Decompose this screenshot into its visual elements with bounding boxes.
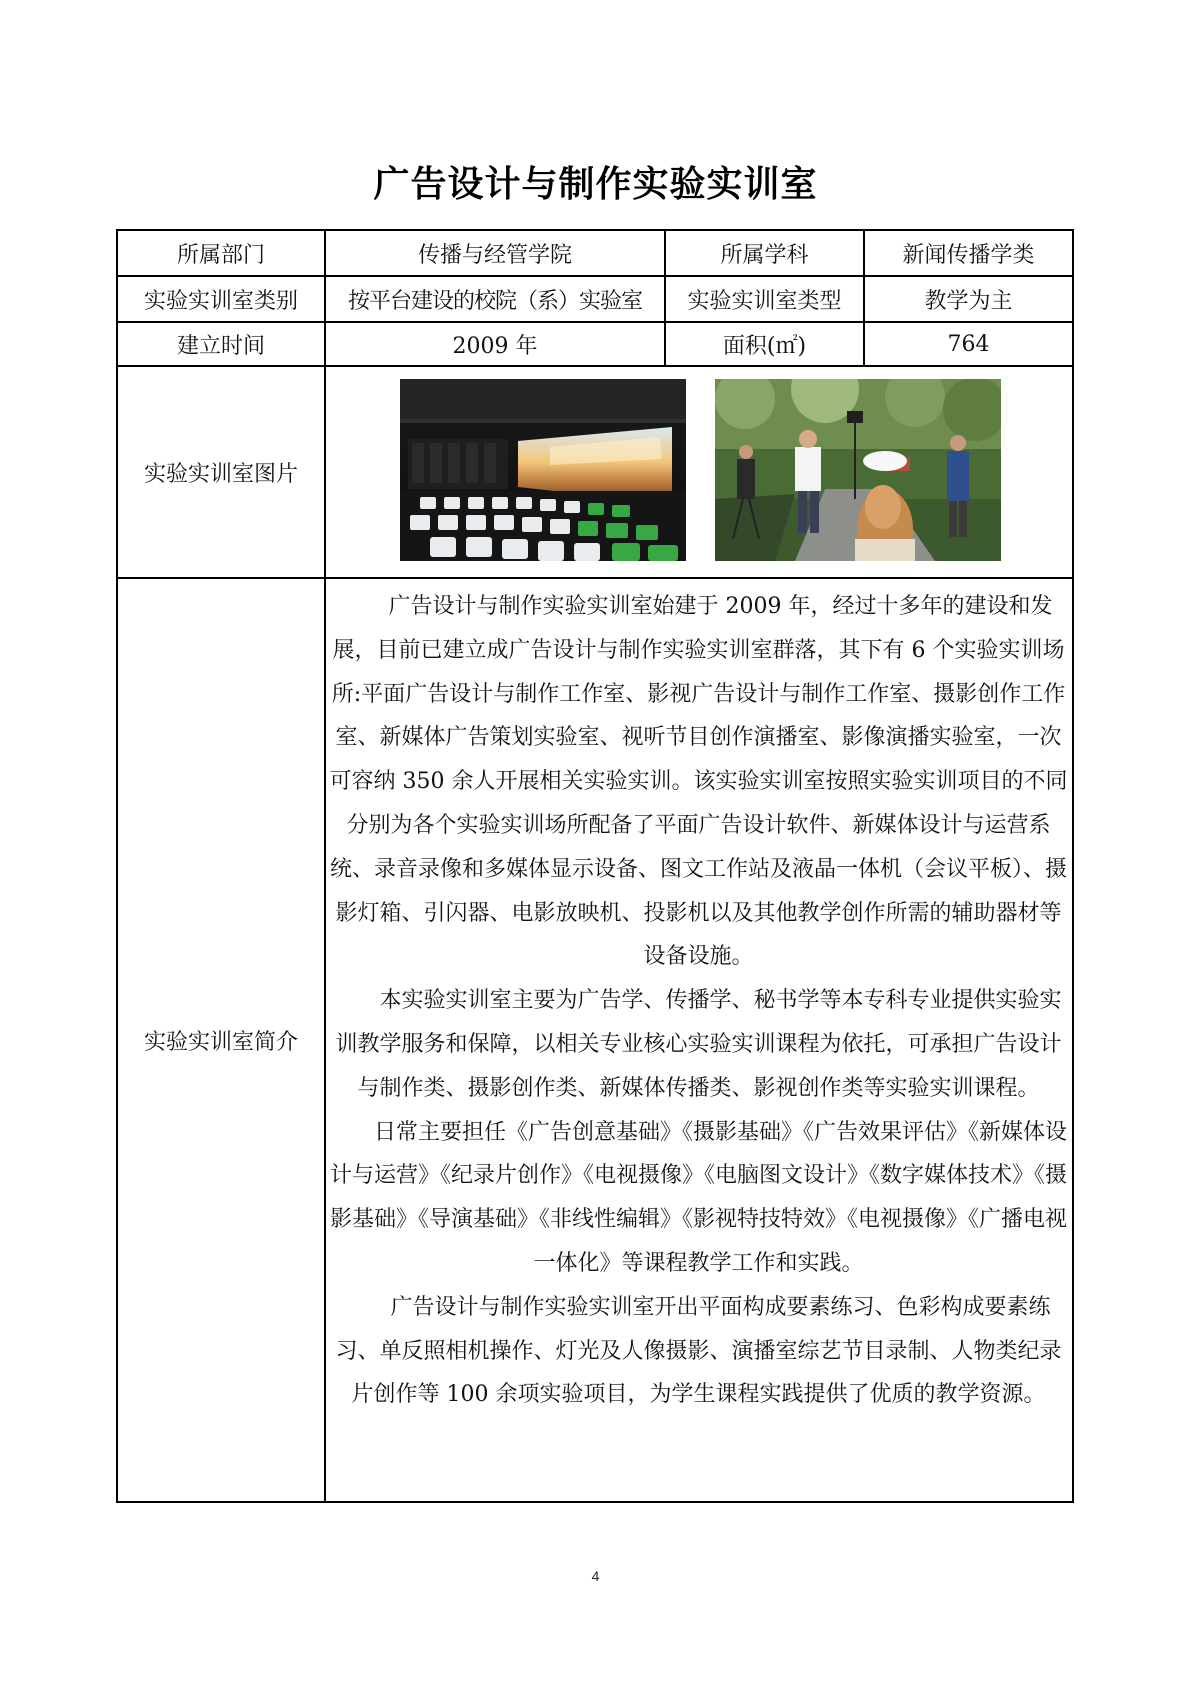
department-value: 传播与经管学院 [325, 230, 665, 276]
photo-gallery [326, 367, 1072, 577]
table-row [117, 578, 1073, 1502]
type-value: 教学为主 [864, 276, 1073, 322]
table-row [117, 276, 1073, 322]
type-label: 实验实训室类型 [665, 276, 864, 322]
area-value: 764 [864, 322, 1073, 366]
intro-paragraph-4: 广告设计与制作实验实训室开出平面构成要素练习、色彩构成要素练习、单反照相机操作、灯光及人像摄影、演播室综艺节目录制、人物类纪录片创作等 100 余项实验项目，为学生课程实践提供了优质的教学资源。 [335, 1294, 1062, 1408]
intro-label: 实验实训室简介 [117, 578, 325, 1502]
discipline-value: 新闻传播学类 [864, 230, 1073, 276]
cinema-room-photo [400, 379, 686, 561]
page-number: 4 [591, 1568, 600, 1584]
established-label: 建立时间 [117, 322, 325, 366]
page-title: 广告设计与制作实验实训室 [373, 164, 818, 205]
table-row [117, 230, 1073, 276]
intro-paragraph-1: 广告设计与制作实验实训室始建于 2009 年，经过十多年的建设和发展，目前已建立成广告设计与制作实验实训室群落，其下有 6 个实验实训场所:平面广告设计与制作工作室、影视广告设计与制作工作室、摄影创作工作室、新媒体广告策划实验室、视听节目创作演播室、影像演播实验室，一次可容纳 350 余人开展相关实验实训。该实验实训室按照实验实训项目的不同分别为各个实验实训场所配备了平面广告设计软件、新媒体设计与运营系统、录音录像和多媒体显示设备、图文工作站及液晶一体机（会议平板）、摄影灯箱、引闪器、电影放映机、投影机以及其他教学创作所需的辅助器材等设备设施。 [329, 594, 1068, 970]
intro-paragraph-2: 本实验实训室主要为广告学、传播学、秘书学等本专科专业提供实验实训教学服务和保障，以相关专业核心实验实训课程为依托，可承担广告设计与制作类、摄影创作类、新媒体传播类、影视创作类等实验实训课程。 [335, 988, 1062, 1101]
intro-text [325, 578, 1073, 1502]
photo-shoot-photo [715, 379, 1001, 561]
area-label: 面积(㎡) [665, 322, 864, 366]
photo-label: 实验实训室图片 [117, 366, 325, 578]
established-value: 2009 年 [325, 322, 665, 366]
category-label: 实验实训室类别 [117, 276, 325, 322]
table-row [117, 322, 1073, 366]
department-label: 所属部门 [117, 230, 325, 276]
lab-info-table [116, 229, 1074, 1503]
intro-paragraph-3: 日常主要担任《广告创意基础》《摄影基础》《广告效果评估》《新媒体设计与运营》《纪录片创作》《电视摄像》《电脑图文设计》《数字媒体技术》《摄影基础》《导演基础》《非线性编辑》《影视特技特效》《电视摄像》《广播电视一体化》等课程教学工作和实践。 [329, 1119, 1067, 1276]
table-row [117, 366, 1073, 578]
category-value: 按平台建设的校院（系）实验室 [325, 276, 665, 322]
photo-cell [325, 366, 1073, 578]
discipline-label: 所属学科 [665, 230, 864, 276]
